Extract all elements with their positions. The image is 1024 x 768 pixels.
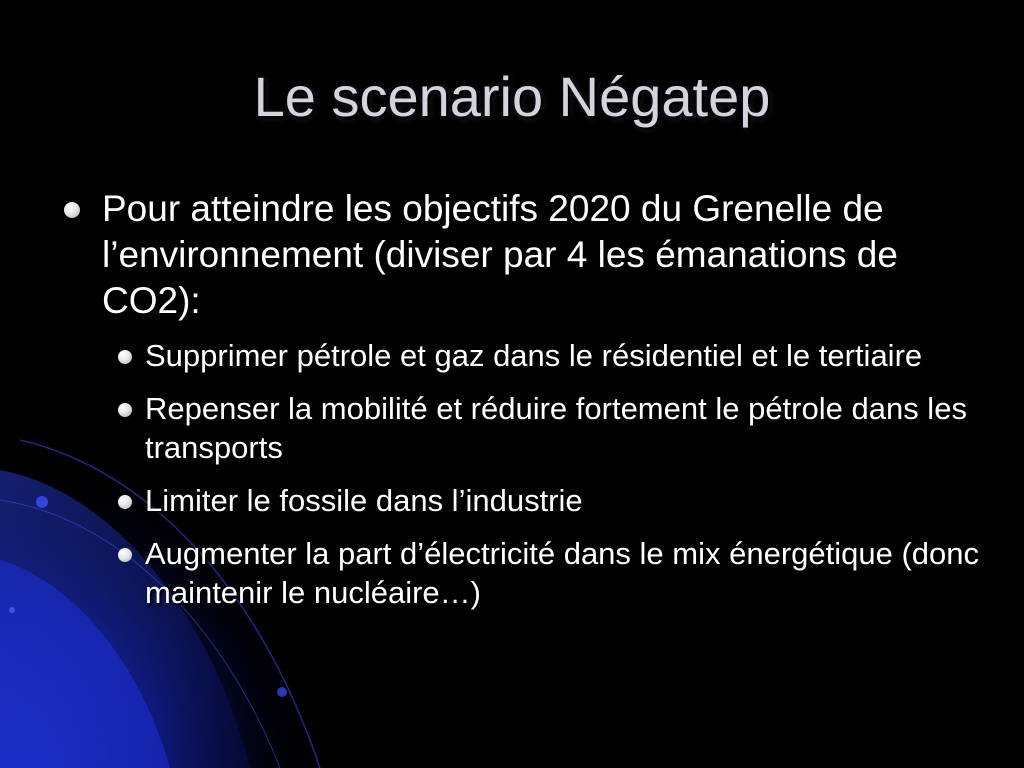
bullet-list <box>60 186 980 626</box>
sub-bullet-text: Augmenter la part d’électricité dans le mix énergétique (donc maintenir le nucléaire…) <box>145 536 980 610</box>
main-bullet-text: Pour atteindre les objectifs 2020 du Grenelle de l’environnement (diviser par 4 les émanations de CO2): <box>102 188 898 321</box>
bullet-icon <box>118 548 132 562</box>
bullet-icon <box>64 202 80 218</box>
sub-bullet-text: Supprimer pétrole et gaz dans le résidentiel et le tertiaire <box>145 338 923 373</box>
sub-bullet <box>60 481 980 520</box>
bullet-icon <box>118 350 132 364</box>
sub-bullet-text: Repenser la mobilité et réduire fortement le pétrole dans les transports <box>145 391 967 465</box>
bullet-icon <box>118 403 132 417</box>
sub-bullet-text: Limiter le fossile dans l’industrie <box>145 483 583 518</box>
bullet-icon <box>118 495 132 509</box>
slide-title: Le scenario Négatep <box>253 65 771 128</box>
sub-bullet <box>60 534 980 612</box>
main-bullet <box>60 186 980 324</box>
sub-bullet <box>60 389 980 467</box>
sub-bullet <box>60 336 980 375</box>
